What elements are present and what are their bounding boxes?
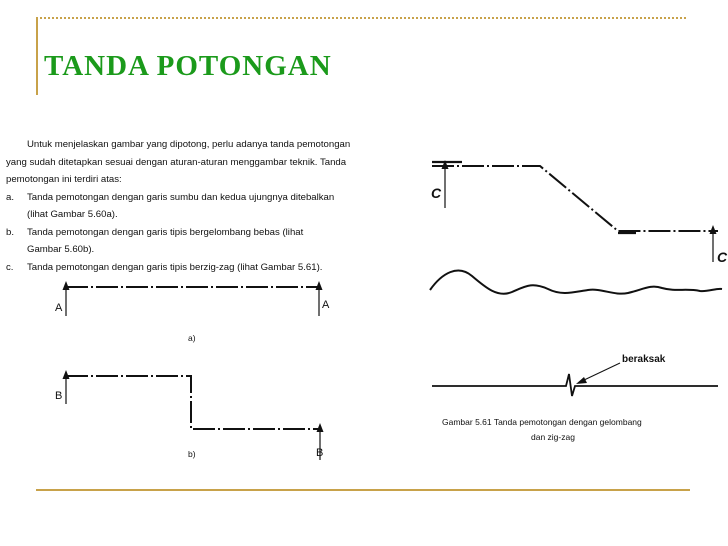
arrow-up-icon [63,281,70,290]
mark-c-right: C [717,249,728,265]
arrow-up-icon [63,370,70,379]
arrow-up-icon [317,423,324,432]
arrow-up-icon [710,225,717,234]
figure-caption-line2: dan zig-zag [531,432,575,442]
list-item-text: Tanda pemotongan dengan garis tipis berzig-zag (lihat Gambar 5.61). [27,261,323,273]
figure-caption-line1: Gambar 5.61 Tanda pemotongan dengan gelombang [442,417,642,427]
intro-line-3: pemotongan ini terdiri atas: [6,174,122,185]
cutting-line [432,166,718,231]
list-item-text: Tanda pemotongan dengan garis sumbu dan kedua ujungnya ditebalkan [27,191,335,203]
slide-title: TANDA POTONGAN [44,50,332,82]
figure-a [55,281,330,343]
caption-a: a) [188,333,196,343]
list-item-label: a. [6,191,15,203]
caption-b: b) [188,449,196,459]
zigzag-cut-line [432,374,718,396]
zigzag-figure [432,354,718,442]
cutting-line [66,376,320,429]
list-item-b-cont: Gambar 5.60b). [27,244,95,255]
list-item-label: c. [6,261,14,273]
list-item-text: Tanda pemotongan dengan garis tipis bergelombang bebas (lihat [27,226,304,238]
figure-b [55,370,324,460]
list-item-a-cont: (lihat Gambar 5.60a). [27,209,118,220]
intro-line-2: yang sudah ditetapkan sesuai dengan aturan-aturan menggambar teknik. Tanda [6,156,347,168]
mark-a-left: A [55,302,63,314]
mark-c-left: C [431,185,442,201]
intro-line-1: Untuk menjelaskan gambar yang dipotong, perlu adanya tanda pemotongan [27,139,351,150]
leader-line [582,363,620,381]
wavy-cut-line [430,271,722,294]
list-item-label: b. [6,226,15,238]
leader-arrow-icon [576,377,587,384]
mark-a-right: A [322,299,330,311]
figure-c [431,160,728,265]
zigzag-annotation: beraksak [622,354,666,365]
mark-b-left: B [55,390,63,402]
mark-b-right: B [316,447,324,459]
arrow-up-icon [316,281,323,290]
